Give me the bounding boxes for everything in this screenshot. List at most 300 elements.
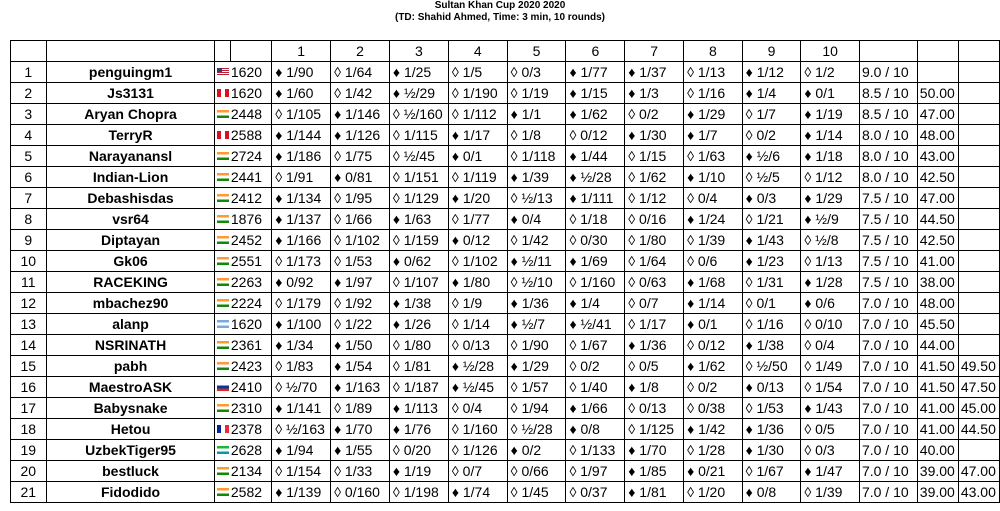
- round-result-cell: ♦ 0/21: [684, 461, 743, 482]
- tiebreak-2-cell: 45.00: [958, 398, 999, 419]
- rating-cell: 1620: [231, 83, 272, 104]
- table-row: [11, 335, 1000, 356]
- round-result-cell: ♦ 1/81: [625, 482, 684, 503]
- round-result-cell: ♦ 1/166: [272, 230, 331, 251]
- round-result-cell: ◊ 0/13: [625, 398, 684, 419]
- table-row: [11, 167, 1000, 188]
- round-result-cell: ♦ 1/26: [389, 314, 448, 335]
- round-result-cell: ◊ 0/4: [448, 398, 507, 419]
- round-result-cell: ♦ 1/50: [331, 335, 390, 356]
- rating-cell: 2441: [231, 167, 272, 188]
- round-result-cell: ◊ ½/5: [742, 167, 801, 188]
- rank-cell: 21: [11, 482, 47, 503]
- round-result-cell: ♦ 1/146: [331, 104, 390, 125]
- round-result-cell: ◊ 1/90: [507, 335, 566, 356]
- tiebreak-1-cell: 45.50: [917, 314, 958, 335]
- round-result-cell: ♦ 1/76: [389, 419, 448, 440]
- rank-cell: 11: [11, 272, 47, 293]
- round-result-cell: ◊ 1/13: [801, 251, 860, 272]
- round-result-cell: ♦ 1/38: [389, 293, 448, 314]
- round-result-cell: ◊ 1/198: [389, 482, 448, 503]
- rank-cell: 3: [11, 104, 47, 125]
- player-name: vsr64: [46, 209, 215, 230]
- rank-cell: 13: [11, 314, 47, 335]
- round-result-cell: ♦ 1/14: [801, 125, 860, 146]
- round-result-cell: ♦ 1/37: [625, 62, 684, 83]
- flag-cell: [215, 293, 231, 314]
- country-flag-icon: [217, 425, 229, 433]
- score-cell: 7.0 / 10: [859, 398, 917, 419]
- round-result-cell: ◊ ½/70: [272, 377, 331, 398]
- round-result-cell: ◊ ½/10: [507, 272, 566, 293]
- round-result-cell: ♦ 1/43: [801, 398, 860, 419]
- round-result-cell: ◊ 1/63: [684, 146, 743, 167]
- round-result-cell: ◊ 0/5: [801, 419, 860, 440]
- round-result-cell: ◊ ½/13: [507, 188, 566, 209]
- header-round-10: 10: [801, 41, 860, 62]
- tiebreak-1-cell: 43.00: [917, 146, 958, 167]
- tiebreak-1-cell: 47.00: [917, 104, 958, 125]
- round-result-cell: ♦ 1/85: [625, 461, 684, 482]
- score-cell: 8.5 / 10: [859, 83, 917, 104]
- round-result-cell: ◊ 1/118: [507, 146, 566, 167]
- round-result-cell: ◊ 1/17: [625, 314, 684, 335]
- round-result-cell: ◊ 1/126: [448, 440, 507, 461]
- round-result-cell: ◊ 1/190: [448, 83, 507, 104]
- round-result-cell: ◊ 1/102: [331, 230, 390, 251]
- score-cell: 7.5 / 10: [859, 188, 917, 209]
- round-result-cell: ◊ 0/2: [625, 104, 684, 125]
- country-flag-icon: [217, 89, 229, 97]
- round-result-cell: ♦ 1/69: [566, 251, 625, 272]
- round-result-cell: ◊ 1/9: [448, 293, 507, 314]
- round-result-cell: ♦ 1/25: [389, 62, 448, 83]
- table-row: [11, 146, 1000, 167]
- table-row: [11, 251, 1000, 272]
- tiebreak-1-cell: 40.00: [917, 440, 958, 461]
- country-flag-icon: [217, 278, 229, 286]
- round-result-cell: ♦ 1/66: [566, 398, 625, 419]
- flag-cell: [215, 230, 231, 251]
- round-result-cell: ◊ 1/42: [331, 83, 390, 104]
- tiebreak-1-cell: 42.50: [917, 230, 958, 251]
- header-tiebreak-2: [958, 41, 999, 62]
- score-cell: 7.5 / 10: [859, 251, 917, 272]
- round-result-cell: ♦ 1/4: [742, 83, 801, 104]
- round-result-cell: ◊ 0/4: [801, 335, 860, 356]
- country-flag-icon: [217, 320, 229, 328]
- round-result-cell: ◊ 1/75: [331, 146, 390, 167]
- round-result-cell: ◊ 1/15: [625, 146, 684, 167]
- round-result-cell: ♦ 1/36: [507, 293, 566, 314]
- round-result-cell: ◊ 1/12: [625, 188, 684, 209]
- round-result-cell: ◊ ½/163: [272, 419, 331, 440]
- round-result-cell: ♦ 1/55: [331, 440, 390, 461]
- player-name: TerryR: [46, 125, 215, 146]
- round-result-cell: ♦ 0/92: [272, 272, 331, 293]
- score-cell: 7.0 / 10: [859, 419, 917, 440]
- round-result-cell: ◊ 0/160: [331, 482, 390, 503]
- score-cell: 8.0 / 10: [859, 146, 917, 167]
- round-result-cell: ♦ 0/1: [448, 146, 507, 167]
- tiebreak-1-cell: 41.50: [917, 377, 958, 398]
- round-result-cell: ◊ 1/8: [507, 125, 566, 146]
- country-flag-icon: [217, 173, 229, 181]
- country-flag-icon: [217, 110, 229, 118]
- rank-cell: 8: [11, 209, 47, 230]
- header-round-3: 3: [389, 41, 448, 62]
- tiebreak-2-cell: [958, 209, 999, 230]
- round-result-cell: ♦ 1/134: [272, 188, 331, 209]
- rating-cell: 2378: [231, 419, 272, 440]
- rating-cell: 2134: [231, 461, 272, 482]
- rank-cell: 18: [11, 419, 47, 440]
- score-cell: 7.5 / 10: [859, 230, 917, 251]
- rating-cell: 2628: [231, 440, 272, 461]
- round-result-cell: ♦ ½/41: [566, 314, 625, 335]
- round-result-cell: ♦ 1/100: [272, 314, 331, 335]
- round-result-cell: ♦ 1/38: [742, 335, 801, 356]
- round-result-cell: ♦ 0/3: [742, 188, 801, 209]
- round-result-cell: ♦ 1/29: [684, 104, 743, 125]
- flag-cell: [215, 356, 231, 377]
- round-result-cell: ◊ 0/2: [742, 125, 801, 146]
- round-result-cell: ◊ 1/31: [742, 272, 801, 293]
- header-round-6: 6: [566, 41, 625, 62]
- round-result-cell: ♦ 0/1: [801, 83, 860, 104]
- round-result-cell: ♦ ½/45: [448, 377, 507, 398]
- round-result-cell: ♦ 1/17: [448, 125, 507, 146]
- round-result-cell: ◊ 1/45: [507, 482, 566, 503]
- rating-cell: 2361: [231, 335, 272, 356]
- round-result-cell: ♦ 0/13: [742, 377, 801, 398]
- round-result-cell: ◊ 1/22: [331, 314, 390, 335]
- round-result-cell: ◊ 1/187: [389, 377, 448, 398]
- table-row: [11, 293, 1000, 314]
- round-result-cell: ♦ 1/163: [331, 377, 390, 398]
- flag-cell: [215, 398, 231, 419]
- tiebreak-1-cell: 41.00: [917, 398, 958, 419]
- round-result-cell: ♦ 1/139: [272, 482, 331, 503]
- rating-cell: 2423: [231, 356, 272, 377]
- header-round-2: 2: [331, 41, 390, 62]
- round-result-cell: ◊ 1/39: [684, 230, 743, 251]
- round-result-cell: ◊ 1/57: [507, 377, 566, 398]
- tiebreak-1-cell: 41.50: [917, 356, 958, 377]
- round-result-cell: ◊ 1/160: [566, 272, 625, 293]
- round-result-cell: ♦ 1/30: [742, 440, 801, 461]
- table-row: [11, 188, 1000, 209]
- round-result-cell: ♦ 0/1: [684, 314, 743, 335]
- header-tiebreak-1: [917, 41, 958, 62]
- round-result-cell: ◊ ½/28: [507, 419, 566, 440]
- round-result-cell: ♦ 1/15: [566, 83, 625, 104]
- tiebreak-2-cell: [958, 314, 999, 335]
- tiebreak-1-cell: 44.50: [917, 209, 958, 230]
- round-result-cell: ◊ 1/67: [566, 335, 625, 356]
- round-result-cell: ♦ ½/29: [389, 83, 448, 104]
- round-result-cell: ◊ 1/42: [507, 230, 566, 251]
- player-name: Hetou: [46, 419, 215, 440]
- player-name: penguingm1: [46, 62, 215, 83]
- round-result-cell: ◊ 1/28: [684, 440, 743, 461]
- round-result-cell: ◊ 0/1: [742, 293, 801, 314]
- table-row: [11, 230, 1000, 251]
- tiebreak-2-cell: 47.50: [958, 377, 999, 398]
- round-result-cell: ♦ 1/70: [331, 419, 390, 440]
- round-result-cell: ◊ 0/6: [684, 251, 743, 272]
- round-result-cell: ◊ 1/173: [272, 251, 331, 272]
- round-result-cell: ♦ 1/42: [684, 419, 743, 440]
- round-result-cell: ◊ 0/7: [625, 293, 684, 314]
- round-result-cell: ◊ 1/94: [507, 398, 566, 419]
- tiebreak-1-cell: 38.00: [917, 272, 958, 293]
- country-flag-icon: [217, 257, 229, 265]
- rank-cell: 17: [11, 398, 47, 419]
- round-result-cell: ◊ 1/16: [684, 83, 743, 104]
- rating-cell: 2310: [231, 398, 272, 419]
- player-name: Diptayan: [46, 230, 215, 251]
- round-result-cell: ♦ 0/8: [742, 482, 801, 503]
- round-result-cell: ◊ 0/12: [684, 335, 743, 356]
- header-score: [859, 41, 917, 62]
- country-flag-icon: [217, 488, 229, 496]
- tiebreak-2-cell: 43.00: [958, 482, 999, 503]
- table-row: [11, 482, 1000, 503]
- flag-cell: [215, 419, 231, 440]
- round-result-cell: ◊ 1/107: [389, 272, 448, 293]
- country-flag-icon: [217, 299, 229, 307]
- round-result-cell: ◊ 1/20: [684, 482, 743, 503]
- round-result-cell: ♦ 1/24: [684, 209, 743, 230]
- rating-cell: 2582: [231, 482, 272, 503]
- flag-cell: [215, 146, 231, 167]
- round-result-cell: ♦ 1/113: [389, 398, 448, 419]
- table-row: [11, 62, 1000, 83]
- flag-cell: [215, 314, 231, 335]
- rank-cell: 4: [11, 125, 47, 146]
- rank-cell: 20: [11, 461, 47, 482]
- round-result-cell: ♦ 0/2: [507, 440, 566, 461]
- tiebreak-1-cell: 41.00: [917, 419, 958, 440]
- rank-cell: 7: [11, 188, 47, 209]
- rank-cell: 12: [11, 293, 47, 314]
- round-result-cell: ♦ ½/11: [507, 251, 566, 272]
- round-result-cell: ♦ 0/6: [801, 293, 860, 314]
- round-result-cell: ◊ 1/18: [566, 209, 625, 230]
- table-row: [11, 272, 1000, 293]
- rating-cell: 2224: [231, 293, 272, 314]
- flag-cell: [215, 83, 231, 104]
- round-result-cell: ◊ 1/112: [448, 104, 507, 125]
- rank-cell: 9: [11, 230, 47, 251]
- round-result-cell: ◊ 1/53: [742, 398, 801, 419]
- flag-cell: [215, 104, 231, 125]
- round-result-cell: ◊ 1/129: [389, 188, 448, 209]
- round-result-cell: ♦ 1/19: [801, 104, 860, 125]
- round-result-cell: ♦ 1/126: [331, 125, 390, 146]
- tiebreak-2-cell: 49.50: [958, 356, 999, 377]
- round-result-cell: ◊ 0/12: [566, 125, 625, 146]
- player-name: bestluck: [46, 461, 215, 482]
- round-result-cell: ♦ 1/47: [801, 461, 860, 482]
- score-cell: 7.0 / 10: [859, 482, 917, 503]
- flag-cell: [215, 335, 231, 356]
- round-result-cell: ♦ 1/63: [389, 209, 448, 230]
- country-flag-icon: [217, 68, 229, 76]
- rating-cell: 2448: [231, 104, 272, 125]
- round-result-cell: ◊ ½/45: [389, 146, 448, 167]
- header-round-8: 8: [684, 41, 743, 62]
- table-row: [11, 104, 1000, 125]
- round-result-cell: ◊ 1/91: [272, 167, 331, 188]
- round-result-cell: ◊ 1/102: [448, 251, 507, 272]
- table-row: [11, 356, 1000, 377]
- round-result-cell: ♦ 1/20: [448, 188, 507, 209]
- player-name: NSRINATH: [46, 335, 215, 356]
- round-result-cell: ◊ 1/77: [448, 209, 507, 230]
- round-result-cell: ◊ 0/2: [684, 377, 743, 398]
- round-result-cell: ♦ ½/28: [566, 167, 625, 188]
- round-result-cell: ♦ 1/90: [272, 62, 331, 83]
- tiebreak-1-cell: 39.00: [917, 461, 958, 482]
- score-cell: 7.5 / 10: [859, 272, 917, 293]
- round-result-cell: ♦ 1/29: [801, 188, 860, 209]
- score-cell: 7.0 / 10: [859, 377, 917, 398]
- round-result-cell: ◊ 0/38: [684, 398, 743, 419]
- header-round-1: 1: [272, 41, 331, 62]
- country-flag-icon: [217, 383, 229, 391]
- tiebreak-2-cell: [958, 251, 999, 272]
- tiebreak-1-cell: 41.00: [917, 251, 958, 272]
- round-result-cell: ◊ 1/81: [389, 356, 448, 377]
- player-name: RACEKING: [46, 272, 215, 293]
- score-cell: 8.0 / 10: [859, 167, 917, 188]
- round-result-cell: ◊ 1/159: [389, 230, 448, 251]
- table-row: [11, 398, 1000, 419]
- table-row: [11, 83, 1000, 104]
- round-result-cell: ♦ 1/80: [448, 272, 507, 293]
- player-name: Aryan Chopra: [46, 104, 215, 125]
- tiebreak-1-cell: 48.00: [917, 125, 958, 146]
- round-result-cell: ◊ 1/119: [448, 167, 507, 188]
- header-round-5: 5: [507, 41, 566, 62]
- round-result-cell: ♦ ½/6: [742, 146, 801, 167]
- header-rating: [231, 41, 272, 62]
- round-result-cell: ◊ 0/4: [684, 188, 743, 209]
- round-result-cell: ◊ 1/39: [801, 482, 860, 503]
- rank-cell: 2: [11, 83, 47, 104]
- round-result-cell: ◊ 1/83: [272, 356, 331, 377]
- score-cell: 7.0 / 10: [859, 314, 917, 335]
- round-result-cell: ♦ 1/74: [448, 482, 507, 503]
- round-result-cell: ◊ 1/54: [801, 377, 860, 398]
- header-name: [46, 41, 215, 62]
- table-row: [11, 125, 1000, 146]
- round-result-cell: ◊ 1/89: [331, 398, 390, 419]
- player-name: alanp: [46, 314, 215, 335]
- round-result-cell: ♦ 1/18: [801, 146, 860, 167]
- round-result-cell: ◊ 1/92: [331, 293, 390, 314]
- tiebreak-1-cell: 42.50: [917, 167, 958, 188]
- table-row: [11, 314, 1000, 335]
- country-flag-icon: [217, 467, 229, 475]
- rating-cell: 2410: [231, 377, 272, 398]
- table-row: [11, 419, 1000, 440]
- round-result-cell: ♦ 0/81: [331, 167, 390, 188]
- rating-cell: 2724: [231, 146, 272, 167]
- score-cell: 9.0 / 10: [859, 62, 917, 83]
- flag-cell: [215, 461, 231, 482]
- flag-cell: [215, 377, 231, 398]
- score-cell: 7.0 / 10: [859, 440, 917, 461]
- tiebreak-2-cell: [958, 335, 999, 356]
- round-result-cell: ◊ 1/12: [801, 167, 860, 188]
- country-flag-icon: [217, 215, 229, 223]
- country-flag-icon: [217, 152, 229, 160]
- round-result-cell: ◊ 1/53: [331, 251, 390, 272]
- page-title: Sultan Khan Cup 2020 2020: [434, 0, 566, 11]
- player-name: Fidodido: [46, 482, 215, 503]
- round-result-cell: ♦ 1/94: [272, 440, 331, 461]
- round-result-cell: ♦ 1/60: [272, 83, 331, 104]
- round-result-cell: ♦ 1/36: [625, 335, 684, 356]
- rating-cell: 1876: [231, 209, 272, 230]
- tiebreak-2-cell: [958, 188, 999, 209]
- round-result-cell: ◊ 1/160: [448, 419, 507, 440]
- page-subtitle: (TD: Shahid Ahmed, Time: 3 min, 10 rounds): [394, 12, 606, 23]
- round-result-cell: ♦ 1/1: [507, 104, 566, 125]
- rating-cell: 1620: [231, 314, 272, 335]
- round-result-cell: ◊ 1/67: [742, 461, 801, 482]
- round-result-cell: ◊ 1/97: [566, 461, 625, 482]
- round-result-cell: ◊ 1/95: [331, 188, 390, 209]
- standings-table: [10, 40, 1000, 503]
- round-result-cell: ♦ 1/141: [272, 398, 331, 419]
- round-result-cell: ♦ 1/68: [684, 272, 743, 293]
- tiebreak-2-cell: [958, 167, 999, 188]
- tiebreak-1-cell: [917, 62, 958, 83]
- round-result-cell: ♦ 1/7: [684, 125, 743, 146]
- round-result-cell: ◊ 1/21: [742, 209, 801, 230]
- table-row: [11, 209, 1000, 230]
- round-result-cell: ◊ 1/33: [331, 461, 390, 482]
- round-result-cell: ◊ 1/64: [625, 251, 684, 272]
- player-name: Gk06: [46, 251, 215, 272]
- flag-cell: [215, 62, 231, 83]
- score-cell: 8.0 / 10: [859, 125, 917, 146]
- player-name: Debashisdas: [46, 188, 215, 209]
- round-result-cell: ◊ 0/37: [566, 482, 625, 503]
- round-result-cell: ◊ 1/49: [801, 356, 860, 377]
- flag-cell: [215, 209, 231, 230]
- round-result-cell: ◊ 0/66: [507, 461, 566, 482]
- round-result-cell: ♦ 1/19: [389, 461, 448, 482]
- country-flag-icon: [217, 236, 229, 244]
- round-result-cell: ♦ 1/23: [742, 251, 801, 272]
- round-result-cell: ♦ ½/9: [801, 209, 860, 230]
- header-round-7: 7: [625, 41, 684, 62]
- round-result-cell: ◊ 1/5: [448, 62, 507, 83]
- rank-cell: 10: [11, 251, 47, 272]
- score-cell: 8.5 / 10: [859, 104, 917, 125]
- round-result-cell: ♦ 1/111: [566, 188, 625, 209]
- country-flag-icon: [217, 131, 229, 139]
- round-result-cell: ◊ ½/160: [389, 104, 448, 125]
- round-result-cell: ◊ ½/50: [742, 356, 801, 377]
- tiebreak-1-cell: 47.00: [917, 188, 958, 209]
- round-result-cell: ♦ 1/43: [742, 230, 801, 251]
